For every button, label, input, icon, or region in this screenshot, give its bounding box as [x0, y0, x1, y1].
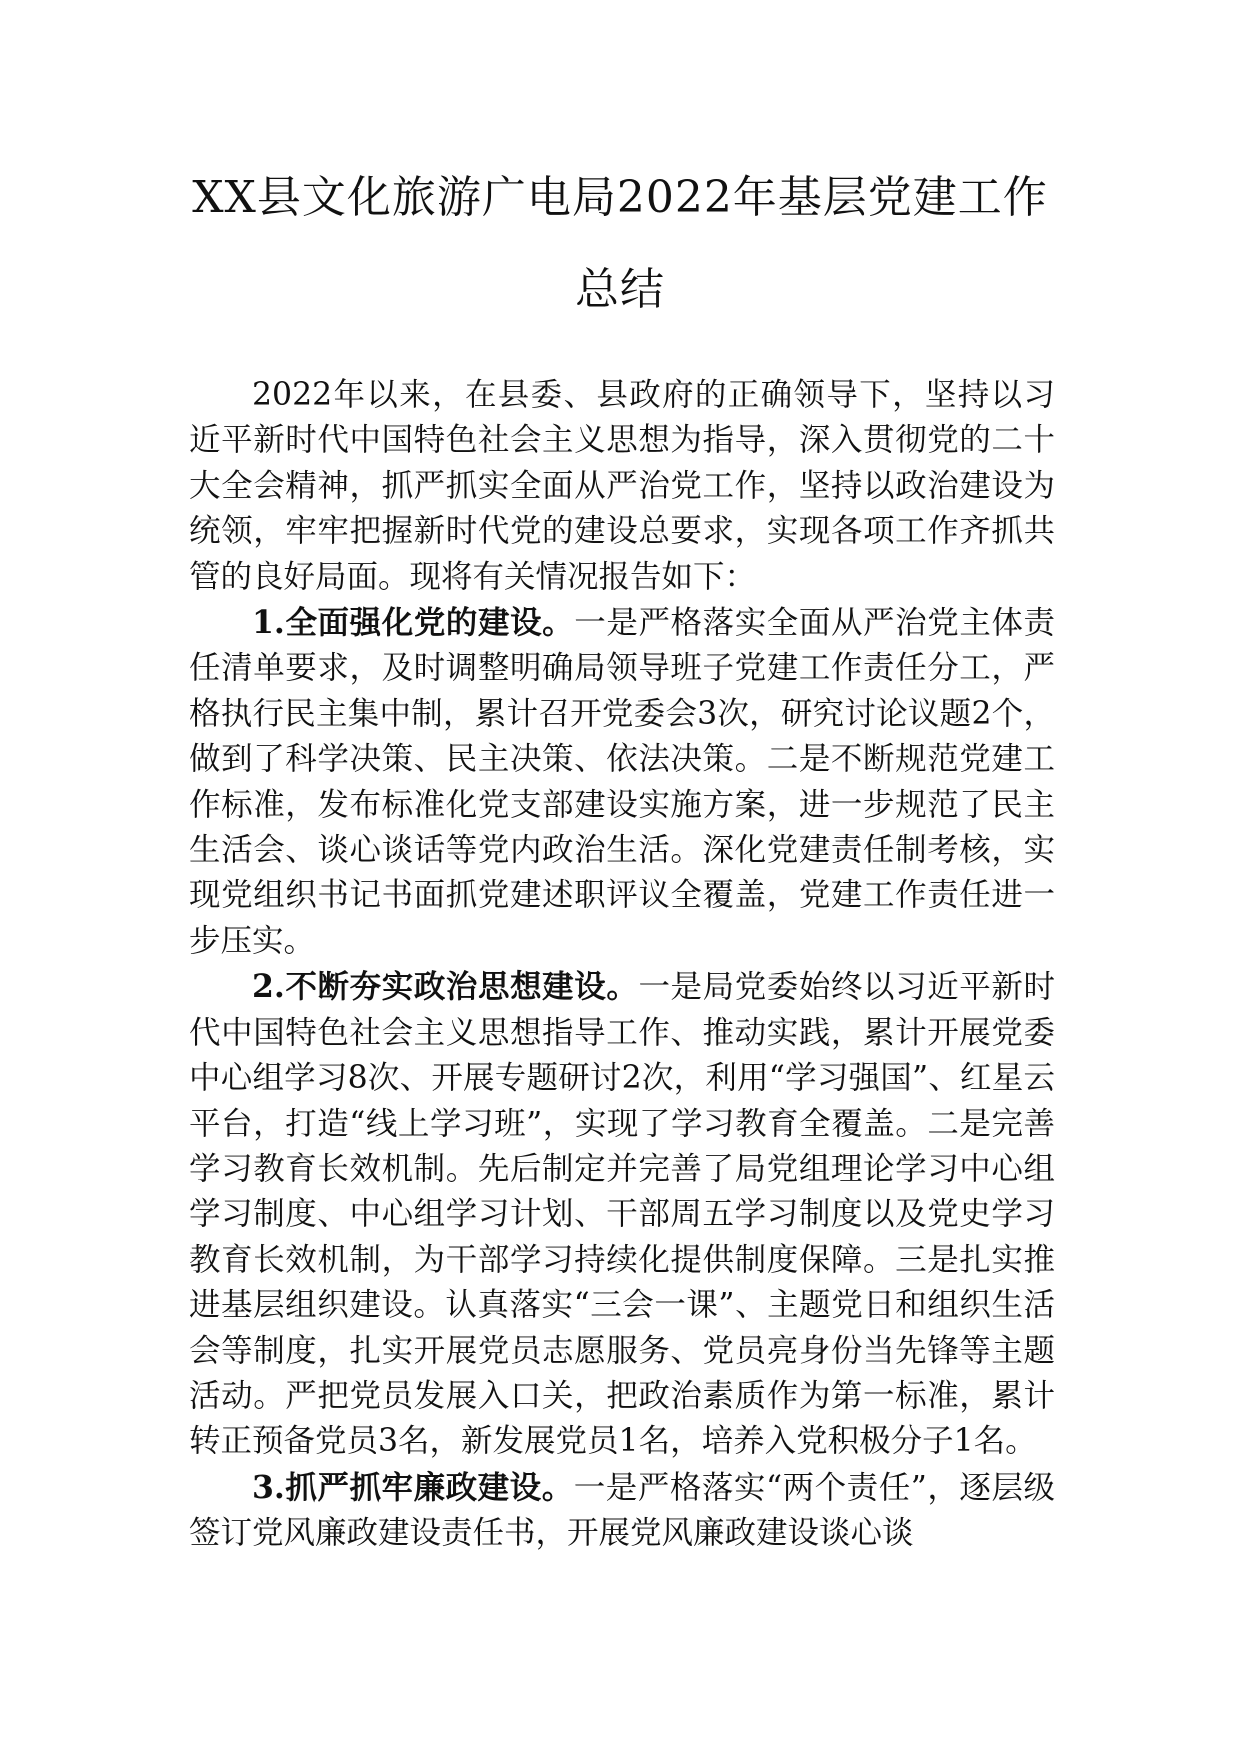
intro-paragraph: 2022年以来，在县委、县政府的正确领导下，坚持以习近平新时代中国特色社会主义思想为指导，深入贯彻党的二十大全会精神，抓严抓实全面从严治党工作，坚持以政治建设为统领，牢牢把握新时代党的建设总要求，实现各项工作齐抓共管的良好局面。现将有关情况报告如下：	[189, 377, 1055, 595]
section-paragraph	[189, 1465, 1055, 1557]
section-text: 一是严格落实“两个责任”，逐层级签订党风廉政建设责任书，开展党风廉政建设谈心谈	[189, 1469, 1055, 1552]
document-title: XX县文化旅游广电局2022年基层党建工作总结	[192, 172, 1048, 315]
section-paragraph	[189, 964, 1055, 1464]
section-text: 一是严格落实全面从严治党主体责任清单要求，及时调整明确局领导班子党建工作责任分工，严格执行民主集中制，累计召开党委会3次，研究讨论议题2个，做到了科学决策、民主决策、依法决策。二是不断规范党建工作标准，发布标准化党支部建设实施方案，进一步规范了民主生活会、谈心谈话等党内政治生活。深化党建责任制考核，实现党组织书记书面抓党建述职评议全覆盖，党建工作责任进一步压实。	[189, 605, 1055, 959]
document-body	[189, 373, 1055, 1557]
section-paragraph	[189, 600, 1055, 964]
section-heading: 1.全面强化党的建设。	[252, 604, 575, 642]
section-text: 一是局党委始终以习近平新时代中国特色社会主义思想指导工作、推动实践，累计开展党委中心组学习8次、开展专题研讨2次，利用“学习强国”、红星云平台，打造“线上学习班”，实现了学习教育全覆盖。二是完善学习教育长效机制。先后制定并完善了局党组理论学习中心组学习制度、中心组学习计划、干部周五学习制度以及党史学习教育长效机制，为干部学习持续化提供制度保障。三是扎实推进基层组织建设。认真落实“三会一课”、主题党日和组织生活会等制度，扎实开展党员志愿服务、党员亮身份当先锋等主题活动。严把党员发展入口关，把政治素质作为第一标准，累计转正预备党员3名，新发展党员1名，培养入党积极分子1名。	[189, 969, 1055, 1460]
section-heading: 2.不断夯实政治思想建设。	[252, 968, 639, 1006]
section-heading: 3.抓严抓牢廉政建设。	[252, 1468, 574, 1506]
